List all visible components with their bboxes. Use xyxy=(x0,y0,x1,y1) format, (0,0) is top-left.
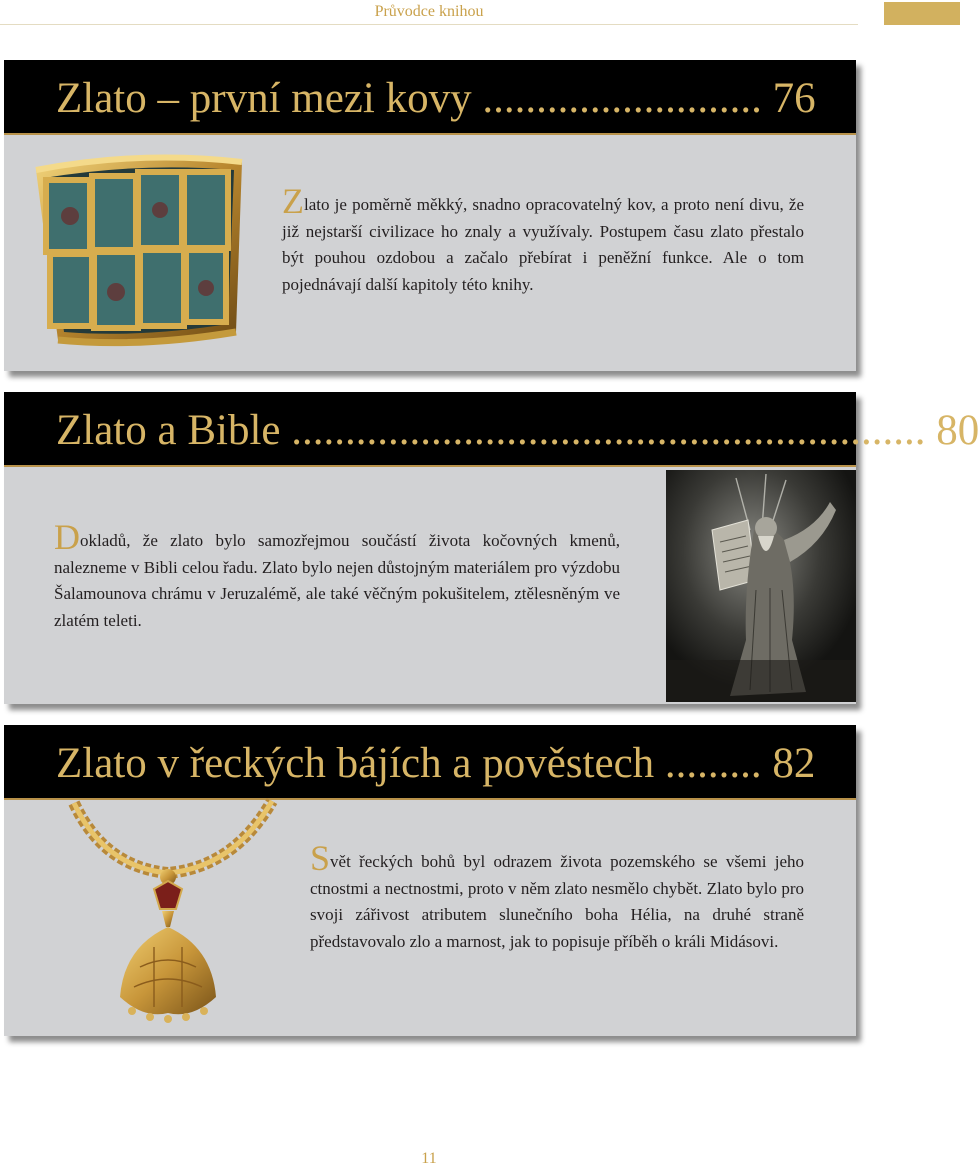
section-body-text: vět řeckých bohů byl odrazem života pozemského se všemi jeho ctnostmi a nectnostmi, proto v něm zlato nesmělo chybět. Zlato bylo pro svoji zářivost atributem slunečního boha Hélia, na druhé straně představovalo zlo a marnost, jak to popisuje příběh o králi Midásovi. xyxy=(310,852,804,951)
corner-tab xyxy=(884,2,960,25)
section-title[interactable] xyxy=(56,735,816,793)
section-title-text: Zlato a Bible xyxy=(56,407,281,454)
drop-initial: S xyxy=(310,838,331,878)
section-title[interactable] xyxy=(56,70,816,128)
section-card-gold-first xyxy=(4,60,856,371)
running-head: Průvodce knihou xyxy=(0,0,858,25)
section-title-text: Zlato – první mezi kovy xyxy=(56,75,472,122)
moses-engraving-image xyxy=(666,470,856,702)
page-number: 11 xyxy=(421,1150,437,1167)
crown-image xyxy=(30,152,250,348)
necklace-image xyxy=(64,797,284,1037)
section-body xyxy=(54,517,620,634)
drop-initial: D xyxy=(54,517,80,557)
section-card-gold-greek-myths xyxy=(4,725,856,1036)
section-page-number: 82 xyxy=(772,740,816,787)
section-page-number: 80 xyxy=(936,407,979,454)
section-title[interactable] xyxy=(56,402,979,460)
section-card-gold-bible xyxy=(4,392,979,704)
section-leader-dots: .......................... xyxy=(482,75,762,122)
section-body-text: lato je poměrně měkký, snadno opracovatelný kov, a proto není divu, že již nejstarší civilizace ho znaly a využívaly. Postupem času zlato přestalo být pouhou ozdobou a začalo přebírat i peněžní funkce. Ale o tom pojednávají další kapitoly této knihy. xyxy=(282,195,804,294)
section-body xyxy=(282,181,804,298)
section-leader-dots: ........................................................... xyxy=(291,407,926,454)
section-page-number: 76 xyxy=(772,75,816,122)
drop-initial: Z xyxy=(282,181,304,221)
section-title-text: Zlato v řeckých bájích a pověstech xyxy=(56,740,655,787)
section-body-text: okladů, že zlato bylo samozřejmou součástí života kočovných kmenů, nalezneme v Bibli celou řadu. Zlato bylo nejen důstojným materiálem pro výzdobu Šalamounova chrámu v Jeruzalémě, ale také věčným pokušitelem, ztělesněným ve zlatém teleti. xyxy=(54,531,620,630)
section-leader-dots: ......... xyxy=(664,740,762,787)
section-body xyxy=(310,838,804,955)
